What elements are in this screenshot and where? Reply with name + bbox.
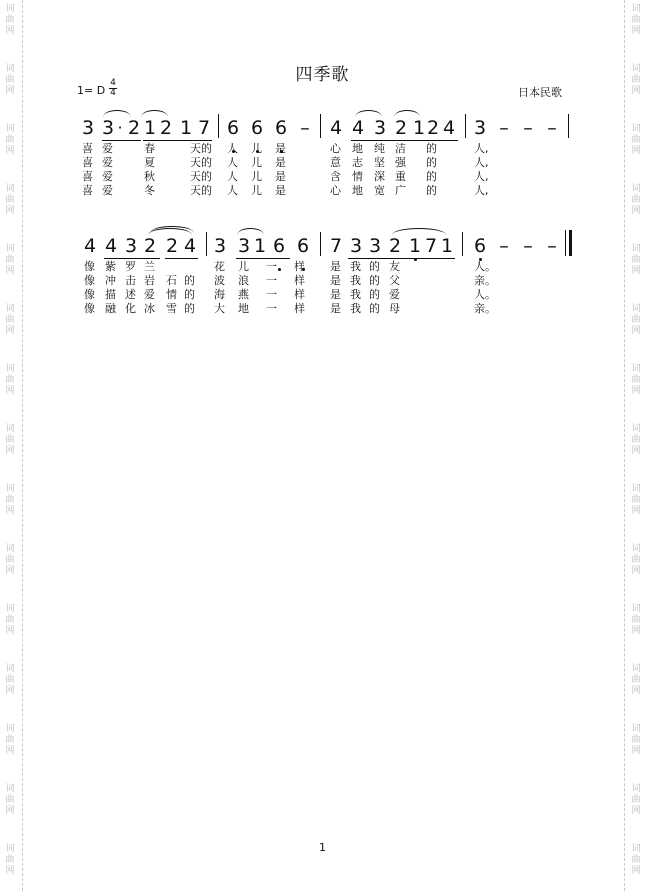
duration-underline — [102, 140, 141, 141]
tie-slur — [141, 110, 168, 117]
watermark-text: 词 曲 网 — [5, 64, 15, 96]
dash-extension: – — [499, 235, 509, 257]
lyric-syllable: 天的 — [190, 142, 212, 155]
lyric-syllable: 的 — [426, 156, 437, 169]
lyric-syllable: 宽 — [374, 184, 385, 197]
lyric-syllable: 喜 — [82, 156, 93, 169]
lyric-syllable: 亲。 — [474, 274, 496, 287]
lyric-syllable: 人, — [474, 170, 489, 183]
lyric-syllable: 重 — [395, 170, 406, 183]
lyric-syllable: 一 — [266, 260, 277, 273]
lyric-syllable: 击 — [125, 274, 136, 287]
lyric-syllable: 人。 — [474, 288, 496, 301]
lyric-syllable: 洁 — [395, 142, 406, 155]
lyric-syllable: 儿 — [251, 142, 262, 155]
lyric-syllable: 地 — [352, 142, 363, 155]
watermark-text: 词 曲 网 — [631, 724, 641, 756]
note: 6 — [274, 117, 288, 139]
lyric-syllable: 情 — [166, 288, 177, 301]
lyric-syllable: 地 — [238, 302, 249, 315]
lyric-syllable: 的 — [426, 184, 437, 197]
dash-extension: – — [523, 117, 533, 139]
lyric-syllable: 是 — [330, 302, 341, 315]
key-signature: 1= D — [77, 84, 106, 97]
lyric-syllable: 人, — [474, 142, 489, 155]
lyric-syllable: 的 — [426, 170, 437, 183]
lyric-syllable: 燕 — [238, 288, 249, 301]
note: 2 — [159, 117, 173, 139]
watermark-text: 词 曲 网 — [631, 844, 641, 876]
note: 2 — [394, 117, 408, 139]
dash-extension: – — [300, 117, 310, 139]
note: 1 — [440, 235, 454, 257]
bar-line — [206, 232, 207, 256]
watermark-text: 词 曲 网 — [631, 424, 641, 456]
bar-line — [320, 232, 321, 256]
lyric-syllable: 心 — [330, 142, 341, 155]
lyric-syllable: 是 — [275, 142, 286, 155]
duration-underline — [165, 258, 198, 259]
dash-extension: – — [547, 235, 557, 257]
duration-underline — [174, 140, 212, 141]
watermark-text: 词 曲 网 — [631, 4, 641, 36]
watermark-text: 词 曲 网 — [5, 4, 15, 36]
note: 6 — [473, 235, 487, 257]
bar-line — [218, 114, 219, 138]
lyric-syllable: 我 — [350, 288, 361, 301]
lyric-syllable: 是 — [330, 274, 341, 287]
lyric-syllable: 像 — [84, 288, 95, 301]
lyric-syllable: 是 — [330, 288, 341, 301]
octave-dot-below — [414, 258, 417, 261]
watermark-text: 词 曲 网 — [631, 184, 641, 216]
bar-line — [320, 114, 321, 138]
dotted-mark: · — [117, 118, 123, 137]
note: 4 — [351, 117, 365, 139]
lyric-syllable: 是 — [275, 170, 286, 183]
lyric-syllable: 样 — [294, 274, 305, 287]
lyric-syllable: 波 — [214, 274, 225, 287]
note: 3 — [213, 235, 227, 257]
tie-slur — [103, 110, 131, 117]
note: 3 — [368, 235, 382, 257]
lyric-syllable: 含 — [330, 170, 341, 183]
lyric-syllable: 的 — [369, 274, 380, 287]
watermark-text: 词 曲 网 — [631, 784, 641, 816]
note: 3 — [237, 235, 251, 257]
note: 2 — [127, 117, 141, 139]
lyric-syllable: 紫 — [105, 260, 116, 273]
lyric-syllable: 喜 — [82, 184, 93, 197]
duration-underline — [236, 258, 290, 259]
note: 3 — [101, 117, 115, 139]
right-watermark-column — [628, 0, 644, 891]
note: 3 — [124, 235, 138, 257]
note: 6 — [226, 117, 240, 139]
lyric-syllable: 爱 — [389, 288, 400, 301]
lyric-syllable: 石 — [166, 274, 177, 287]
watermark-text: 词 曲 网 — [5, 124, 15, 156]
note: 2 — [165, 235, 179, 257]
duration-underline — [405, 258, 455, 259]
lyric-syllable: 冲 — [105, 274, 116, 287]
meter-bottom: 4 — [110, 88, 116, 98]
lyric-syllable: 我 — [350, 260, 361, 273]
dash-extension: – — [499, 117, 509, 139]
lyric-syllable: 心 — [330, 184, 341, 197]
bar-line — [568, 114, 569, 138]
duration-underline — [104, 258, 160, 259]
lyric-syllable: 一 — [266, 274, 277, 287]
watermark-text: 词 曲 网 — [631, 244, 641, 276]
lyric-syllable: 一 — [266, 288, 277, 301]
lyric-syllable: 母 — [389, 302, 400, 315]
left-margin-line — [22, 0, 23, 891]
lyric-syllable: 天的 — [190, 184, 212, 197]
lyric-syllable: 一 — [266, 302, 277, 315]
note: 4 — [183, 235, 197, 257]
lyric-syllable: 述 — [125, 288, 136, 301]
watermark-text: 词 曲 网 — [631, 604, 641, 636]
note: 4 — [83, 235, 97, 257]
song-origin: 日本民歌 — [518, 86, 562, 99]
lyric-syllable: 儿 — [251, 156, 262, 169]
watermark-text: 词 曲 网 — [631, 484, 641, 516]
note: 1 — [412, 117, 426, 139]
lyric-syllable: 融 — [105, 302, 116, 315]
final-bar-thin — [565, 230, 566, 256]
lyric-syllable: 花 — [214, 260, 225, 273]
lyric-syllable: 天的 — [190, 170, 212, 183]
watermark-text: 词 曲 网 — [5, 544, 15, 576]
tie-slur — [394, 110, 420, 117]
lyric-syllable: 爱 — [144, 288, 155, 301]
lyric-syllable: 的 — [184, 302, 195, 315]
lyric-syllable: 冬 — [144, 184, 155, 197]
lyric-syllable: 意 — [330, 156, 341, 169]
watermark-text: 词 曲 网 — [5, 364, 15, 396]
watermark-text: 词 曲 网 — [5, 244, 15, 276]
lyric-syllable: 广 — [395, 184, 406, 197]
duration-underline — [396, 140, 458, 141]
watermark-text: 词 曲 网 — [5, 424, 15, 456]
lyric-syllable: 爱 — [102, 184, 113, 197]
note: 3 — [349, 235, 363, 257]
lyric-syllable: 儿 — [238, 260, 249, 273]
final-bar-thick — [569, 230, 572, 256]
watermark-text: 词 曲 网 — [5, 784, 15, 816]
lyric-syllable: 的 — [369, 302, 380, 315]
tie-slur — [355, 110, 382, 117]
watermark-text: 词 曲 网 — [631, 304, 641, 336]
watermark-text: 词 曲 网 — [631, 64, 641, 96]
note: 2 — [143, 235, 157, 257]
tie-slur — [237, 228, 264, 235]
duration-underline — [348, 258, 405, 259]
lyric-syllable: 样 — [294, 288, 305, 301]
note: 4 — [104, 235, 118, 257]
note: 2 — [388, 235, 402, 257]
lyric-syllable: 喜 — [82, 170, 93, 183]
watermark-text: 词 曲 网 — [631, 124, 641, 156]
lyric-syllable: 人, — [474, 156, 489, 169]
note: 6 — [250, 117, 264, 139]
lyric-syllable: 爱 — [102, 170, 113, 183]
octave-dot-below — [278, 268, 281, 271]
lyric-syllable: 人 — [227, 142, 238, 155]
lyric-syllable: 爱 — [102, 156, 113, 169]
lyric-syllable: 儿 — [251, 184, 262, 197]
dash-extension: – — [547, 117, 557, 139]
lyric-syllable: 冰 — [144, 302, 155, 315]
lyric-syllable: 人 — [227, 156, 238, 169]
note: 7 — [197, 117, 211, 139]
lyric-syllable: 是 — [275, 156, 286, 169]
lyric-syllable: 海 — [214, 288, 225, 301]
watermark-text: 词 曲 网 — [5, 184, 15, 216]
note: 3 — [373, 117, 387, 139]
song-title: 四季歌 — [295, 65, 350, 85]
lyric-syllable: 情 — [352, 170, 363, 183]
lyric-syllable: 是 — [275, 184, 286, 197]
lyric-syllable: 人 — [227, 184, 238, 197]
right-margin-line — [624, 0, 625, 891]
tie-slur — [392, 228, 446, 235]
meter-top: 4 — [110, 78, 116, 88]
lyric-syllable: 雪 — [166, 302, 177, 315]
note: 3 — [473, 117, 487, 139]
lyric-syllable: 的 — [426, 142, 437, 155]
watermark-text: 词 曲 网 — [631, 664, 641, 696]
lyric-syllable: 地 — [352, 184, 363, 197]
time-signature — [109, 79, 117, 98]
lyric-syllable: 爱 — [102, 142, 113, 155]
note: 6 — [272, 235, 286, 257]
lyric-syllable: 天的 — [190, 156, 212, 169]
note: 2 — [426, 117, 440, 139]
page-number: 1 — [319, 841, 326, 854]
note: 1 — [253, 235, 267, 257]
lyric-syllable: 父 — [389, 274, 400, 287]
lyric-syllable: 的 — [184, 288, 195, 301]
lyric-syllable: 人 — [227, 170, 238, 183]
watermark-text: 词 曲 网 — [631, 364, 641, 396]
lyric-syllable: 儿 — [251, 170, 262, 183]
lyric-syllable: 秋 — [144, 170, 155, 183]
dash-extension: – — [523, 235, 533, 257]
note: 1 — [143, 117, 157, 139]
lyric-syllable: 兰 — [144, 260, 155, 273]
tie-slur — [150, 226, 194, 233]
lyric-syllable: 的 — [369, 260, 380, 273]
left-watermark-column — [2, 0, 18, 891]
lyric-syllable: 岩 — [144, 274, 155, 287]
lyric-syllable: 大 — [214, 302, 225, 315]
lyric-syllable: 志 — [352, 156, 363, 169]
note: 3 — [81, 117, 95, 139]
lyric-syllable: 的 — [369, 288, 380, 301]
note: 7 — [424, 235, 438, 257]
lyric-syllable: 春 — [144, 142, 155, 155]
bar-line — [462, 232, 463, 256]
lyric-syllable: 样 — [294, 302, 305, 315]
lyric-syllable: 亲。 — [474, 302, 496, 315]
lyric-syllable: 喜 — [82, 142, 93, 155]
lyric-syllable: 人。 — [474, 260, 496, 273]
watermark-text: 词 曲 网 — [5, 484, 15, 516]
lyric-syllable: 友 — [389, 260, 400, 273]
lyric-syllable: 罗 — [125, 260, 136, 273]
lyric-syllable: 像 — [84, 274, 95, 287]
lyric-syllable: 的 — [184, 274, 195, 287]
lyric-syllable: 人, — [474, 184, 489, 197]
note: 4 — [442, 117, 456, 139]
note: 1 — [408, 235, 422, 257]
lyric-syllable: 坚 — [374, 156, 385, 169]
note: 4 — [329, 117, 343, 139]
watermark-text: 词 曲 网 — [5, 304, 15, 336]
lyric-syllable: 像 — [84, 260, 95, 273]
lyric-syllable: 深 — [374, 170, 385, 183]
lyric-syllable: 像 — [84, 302, 95, 315]
lyric-syllable: 夏 — [144, 156, 155, 169]
note: 7 — [329, 235, 343, 257]
lyric-syllable: 描 — [105, 288, 116, 301]
watermark-text: 词 曲 网 — [5, 844, 15, 876]
lyric-syllable: 化 — [125, 302, 136, 315]
watermark-text: 词 曲 网 — [5, 664, 15, 696]
note: 1 — [179, 117, 193, 139]
lyric-syllable: 是 — [330, 260, 341, 273]
note: 6 — [296, 235, 310, 257]
watermark-text: 词 曲 网 — [5, 604, 15, 636]
bar-line — [465, 114, 466, 138]
lyric-syllable: 强 — [395, 156, 406, 169]
lyric-syllable: 浪 — [238, 274, 249, 287]
lyric-syllable: 纯 — [374, 142, 385, 155]
lyric-syllable: 我 — [350, 302, 361, 315]
watermark-text: 词 曲 网 — [631, 544, 641, 576]
watermark-text: 词 曲 网 — [5, 724, 15, 756]
lyric-syllable: 我 — [350, 274, 361, 287]
lyric-syllable: 样 — [294, 260, 305, 273]
